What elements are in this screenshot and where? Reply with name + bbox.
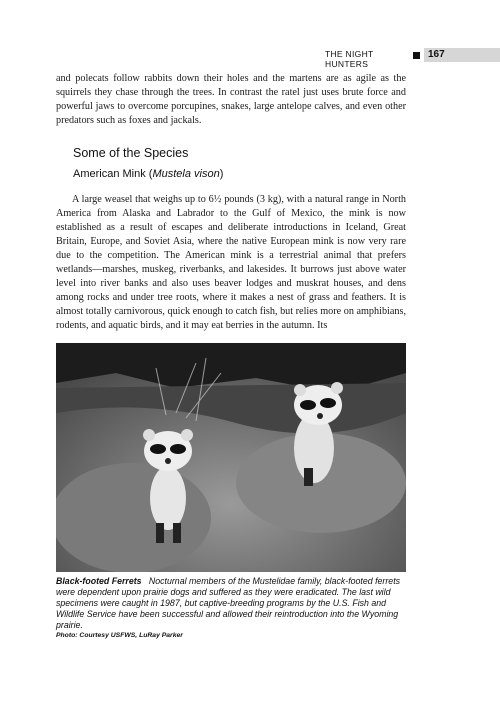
figure-caption (56, 576, 416, 631)
square-bullet-icon (413, 52, 420, 59)
mink-paragraph: A large weasel that weighs up to 6½ pounds (3 kg), with a natural range in North America from Alaska and Labrador to the Gulf of Mexico, the mink is now established as a result of escapes and deliberate introductions in Iceland, Great Britain, Europe, and Soviet Asia, where the native European mink is now very rare due to the competition. The American mink is a terrestrial animal that prefers wetlands—marshes, muskeg, riverbanks, and lakesides. It burrows just above water level into river banks and also uses beaver lodges and muskrat houses, and dens among rocks and under tree roots, where it makes a nest of grass and feathers. It is almost totally carnivorous, quick enough to catch fish, but relies more on amphibians, rodents, and aquatic birds, and it may eat berries in the autumn. Its (56, 194, 406, 331)
subheading-latin: Mustela vison (152, 168, 220, 180)
page-number-box (424, 48, 500, 62)
running-header (325, 48, 500, 69)
section-heading: Some of the Species (73, 146, 189, 160)
ferret-photo (56, 343, 406, 572)
page-number: 167 (428, 49, 445, 60)
paragraph-continued: and polecats follow rabbits down their holes and the martens are as agile as the squirrels they chase through the trees. In contrast the ratel just uses brute force and powerful jaws to overcome porcupines, snakes, large antelope calves, and even other predators such as foxes and jackals. (56, 73, 406, 126)
subheading-name: American Mink ( (73, 168, 153, 180)
subheading-close: ) (219, 168, 224, 180)
ferret-photo-illustration (56, 343, 406, 572)
photo-credit: Photo: Courtesy USFWS, LuRay Parker (56, 632, 183, 639)
running-title: THE NIGHT HUNTERS (325, 49, 374, 69)
species-subheading (73, 168, 223, 180)
caption-text: Nocturnal members of the Mustelidae family, black-footed ferrets were dependent upon prairie dogs and suffered as they were eradicated. The last wild specimens were caught in 1987, but captive-breeding programs by the U.S. Fish and Wildlife Service have been successful and allowed their reintroduction into the Wyoming prairie. (56, 576, 401, 630)
caption-title: Black-footed Ferrets (56, 576, 142, 586)
